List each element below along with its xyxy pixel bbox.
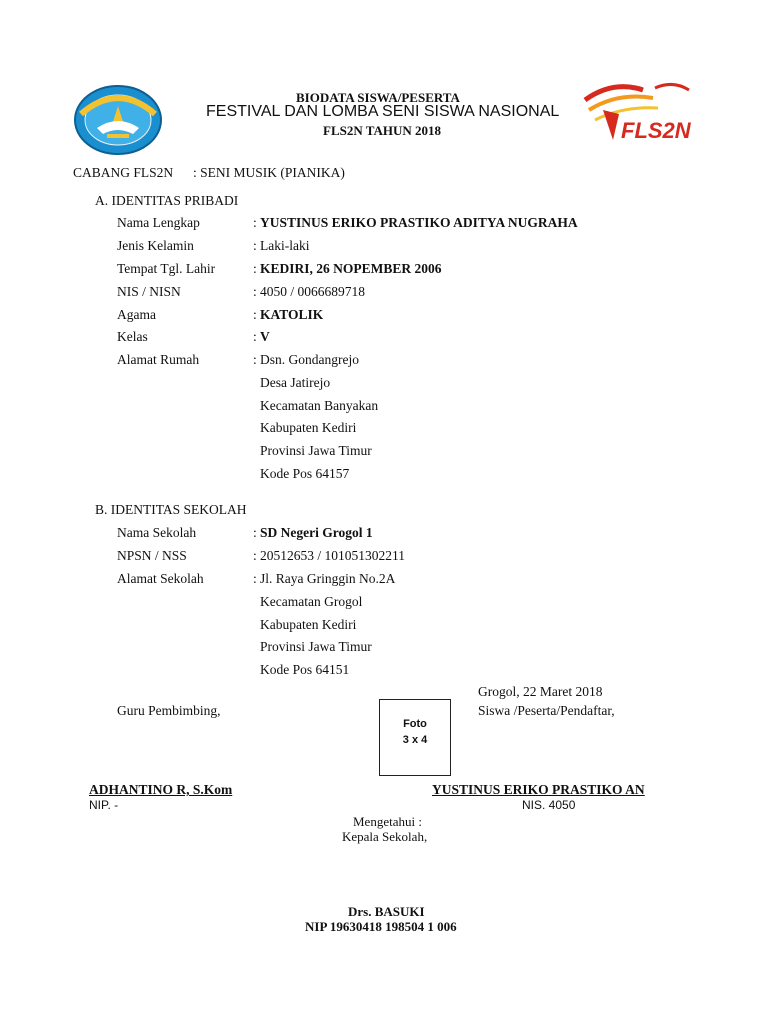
- siswa-peserta-role: Siswa /Peserta/Pendaftar,: [478, 703, 615, 718]
- colon: :: [253, 284, 257, 299]
- alamat-rumah-line: Kecamatan Banyakan: [260, 398, 379, 413]
- alamat-rumah-line: Provinsi Jawa Timur: [260, 443, 372, 458]
- field-kelas-label: Kelas: [117, 329, 148, 344]
- kepala-sekolah-nip: NIP 19630418 198504 1 006: [305, 919, 457, 934]
- fls2n-logo-text: FLS2N: [621, 118, 691, 143]
- alamat-sekolah-line: Kecamatan Grogol: [260, 594, 363, 609]
- field-alamat-sekolah-label: Alamat Sekolah: [117, 571, 204, 586]
- field-nis-nisn-label: NIS / NISN: [117, 284, 181, 299]
- colon: :: [253, 261, 257, 276]
- colon: :: [253, 329, 257, 344]
- field-nama-sekolah-label: Nama Sekolah: [117, 525, 197, 540]
- header-title-biodata: BIODATA SISWA/PESERTA: [296, 90, 460, 105]
- colon: :: [253, 352, 257, 367]
- guru-pembimbing-name: ADHANTINO R, S.Kom: [89, 782, 233, 797]
- field-kelas-value: V: [260, 329, 270, 344]
- photo-label: Foto: [403, 718, 427, 730]
- siswa-nis: NIS. 4050: [522, 798, 576, 812]
- colon: :: [253, 525, 257, 540]
- field-nis-nisn-value: 4050 / 0066689718: [260, 284, 366, 299]
- kepala-sekolah-name: Drs. BASUKI: [348, 904, 425, 919]
- guru-pembimbing-role: Guru Pembimbing,: [117, 703, 221, 718]
- section-b-title: B. IDENTITAS SEKOLAH: [95, 502, 247, 517]
- field-npsn-nss-label: NPSN / NSS: [117, 548, 187, 563]
- kepala-sekolah-role: Kepala Sekolah,: [342, 829, 428, 844]
- colon: :: [253, 571, 257, 586]
- section-a-title: A. IDENTITAS PRIBADI: [95, 193, 239, 208]
- mengetahui-label: Mengetahui :: [353, 814, 422, 829]
- cabang-label: CABANG FLS2N: [73, 165, 174, 180]
- field-agama-label: Agama: [117, 307, 156, 322]
- field-alamat-rumah-value: Dsn. Gondangrejo: [260, 352, 359, 367]
- siswa-name: YUSTINUS ERIKO PRASTIKO AN: [432, 782, 645, 797]
- header-title-fls2n-year: FLS2N TAHUN 2018: [323, 123, 441, 138]
- photo-placeholder-box: [379, 699, 451, 776]
- field-nama-lengkap-label: Nama Lengkap: [117, 215, 200, 230]
- colon: :: [253, 215, 257, 230]
- alamat-rumah-line: Kabupaten Kediri: [260, 420, 357, 435]
- alamat-sekolah-line: Provinsi Jawa Timur: [260, 639, 372, 654]
- field-npsn-nss-value: 20512653 / 101051302211: [260, 548, 405, 563]
- alamat-rumah-line: Kode Pos 64157: [260, 466, 350, 481]
- field-nama-sekolah-value: SD Negeri Grogol 1: [260, 525, 373, 540]
- field-jenis-kelamin-value: Laki-laki: [260, 238, 310, 253]
- field-alamat-sekolah-value: Jl. Raya Gringgin No.2A: [260, 571, 396, 586]
- alamat-sekolah-line: Kabupaten Kediri: [260, 617, 357, 632]
- cabang-value: : SENI MUSIK (PIANIKA): [193, 165, 345, 180]
- alamat-sekolah-line: Kode Pos 64151: [260, 662, 350, 677]
- header-title-festival: FESTIVAL DAN LOMBA SENI SISWA NASIONAL: [206, 103, 560, 120]
- field-agama-value: KATOLIK: [260, 307, 324, 322]
- field-alamat-rumah-label: Alamat Rumah: [117, 352, 200, 367]
- fls2n-logo: [583, 80, 693, 145]
- alamat-rumah-line: Desa Jatirejo: [260, 375, 331, 390]
- tut-wuri-handayani-logo: [73, 84, 163, 156]
- colon: :: [253, 307, 257, 322]
- field-tempat-tgl-lahir-label: Tempat Tgl. Lahir: [117, 261, 216, 276]
- guru-pembimbing-nip: NIP. -: [89, 798, 119, 812]
- colon: :: [253, 548, 257, 563]
- field-jenis-kelamin-label: Jenis Kelamin: [117, 238, 194, 253]
- field-nama-lengkap-value: YUSTINUS ERIKO PRASTIKO ADITYA NUGRAHA: [260, 215, 578, 230]
- place-date: Grogol, 22 Maret 2018: [478, 684, 603, 699]
- photo-size-label: 3 x 4: [402, 734, 428, 746]
- colon: :: [253, 238, 257, 253]
- field-tempat-tgl-lahir-value: KEDIRI, 26 NOPEMBER 2006: [260, 261, 442, 276]
